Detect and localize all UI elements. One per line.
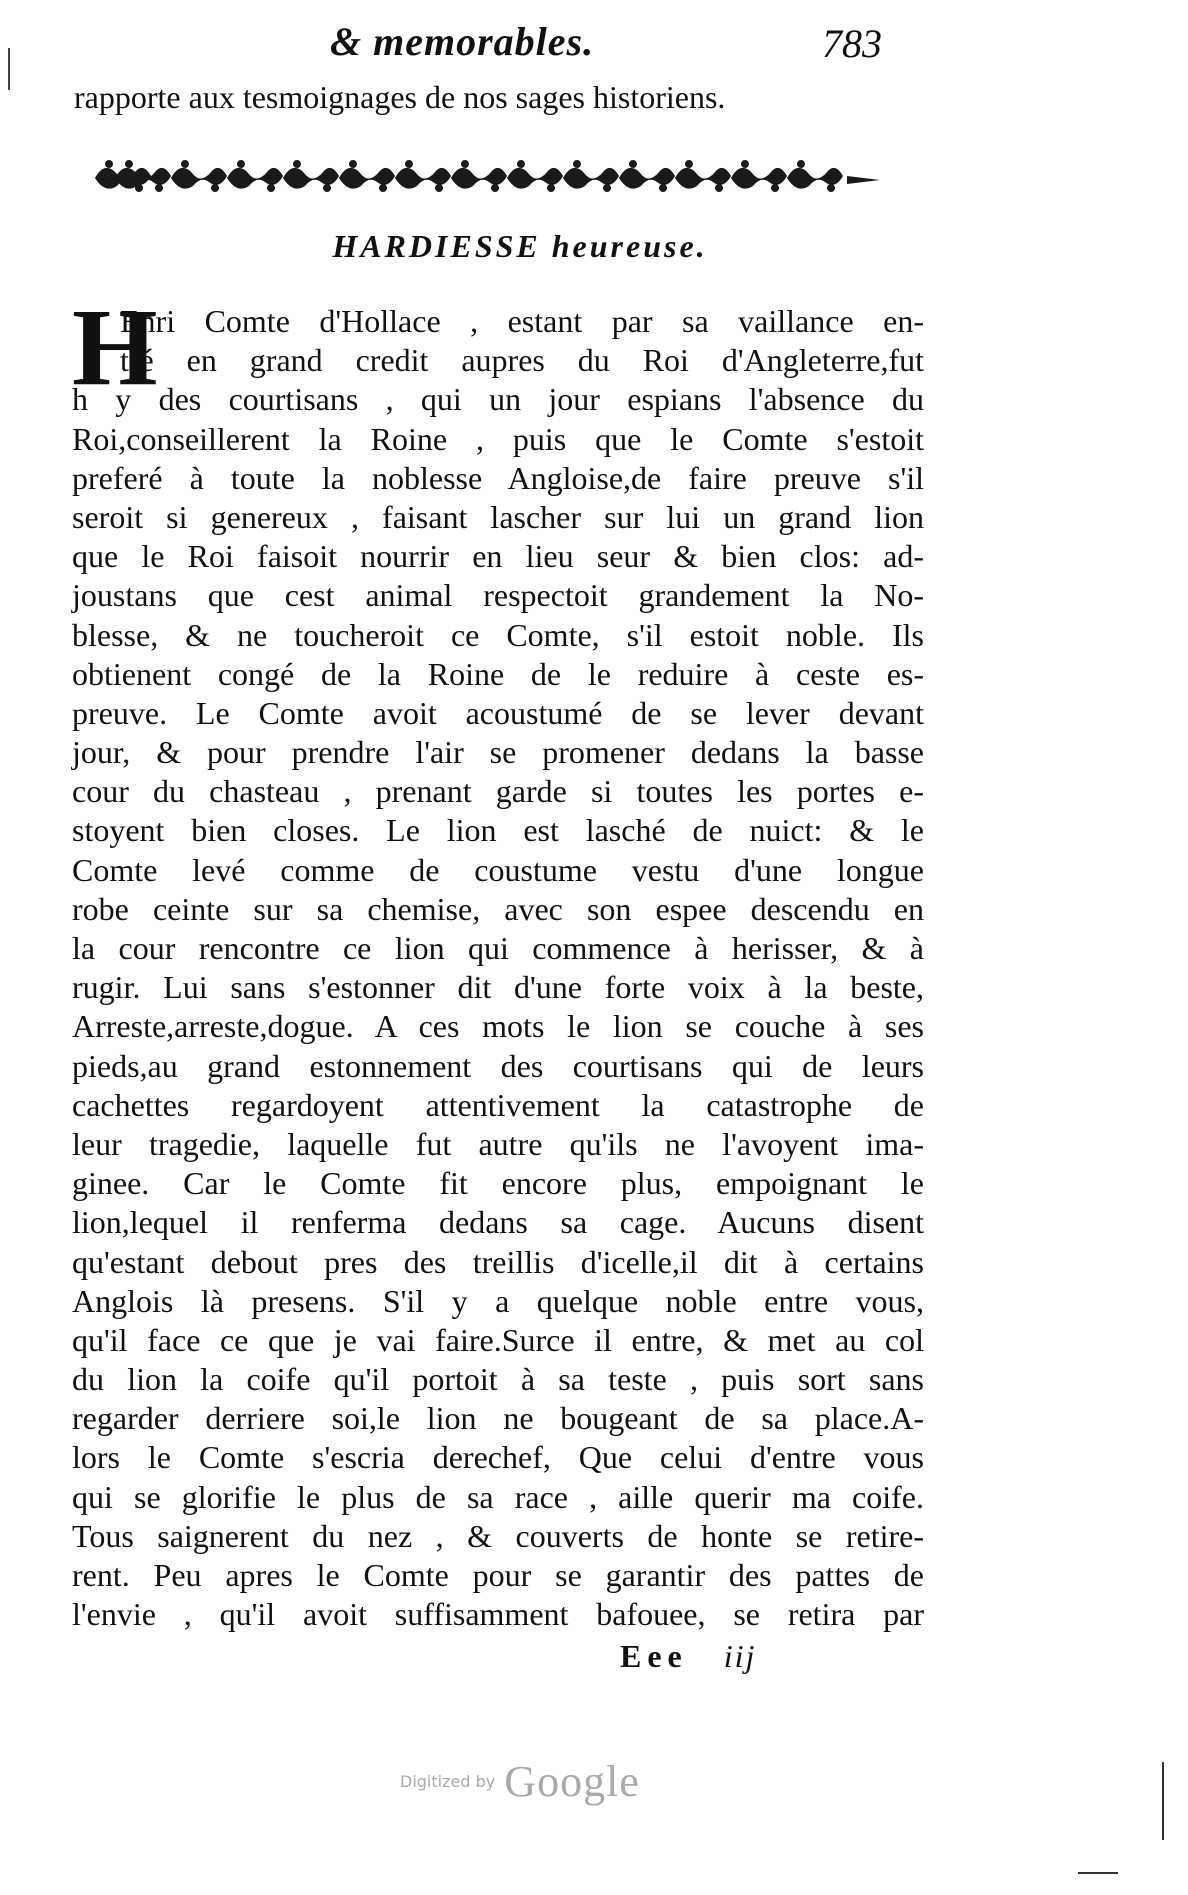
- google-logo: Google: [504, 1757, 640, 1806]
- margin-scan-mark: [8, 48, 10, 90]
- drop-cap: H: [72, 286, 158, 408]
- text-line: h y des courtisans , qui un jour espians l'absence du: [72, 381, 924, 418]
- body-paragraph: [72, 286, 924, 1634]
- text-line: robe ceinte sur sa chemise, avec son espee descendu en: [72, 890, 924, 927]
- text-line: Enri Comte d'Hollace , estant par sa vaillance en-: [120, 303, 924, 339]
- text-line: rugir. Lui sans s'estonner dit d'une forte voix à la beste,: [72, 969, 924, 1006]
- running-head: & memorables.: [330, 19, 595, 64]
- text-line: joustans que cest animal respectoit grandement la No-: [72, 577, 924, 614]
- margin-scan-mark: [1162, 1762, 1164, 1840]
- signature-folio: iij: [723, 1638, 757, 1674]
- text-line: stoyent bien closes. Le lion est lasché de nuict: & le: [72, 812, 924, 849]
- signature-mark: [620, 1638, 756, 1675]
- text-line: leur tragedie, laquelle fut autre qu'ils ne l'avoyent ima-: [72, 1125, 924, 1162]
- text-line: preferé à toute la noblesse Angloise,de faire preuve s'il: [72, 459, 924, 496]
- text-line: regarder derriere soi,le lion ne bougeant de sa place.A-: [72, 1400, 924, 1437]
- text-line: qu'il face ce que je vai faire.Surce il entre, & met au col: [72, 1321, 924, 1358]
- text-line: qu'estant debout pres des treillis d'icelle,il dit à certains: [72, 1243, 924, 1280]
- text-line: la cour rencontre ce lion qui commence à herisser, & à: [72, 930, 924, 966]
- section-title: HARDIESSE heureuse.: [332, 228, 708, 264]
- page-number: 783: [822, 21, 882, 66]
- text-line: que le Roi faisoit nourrir en lieu seur & bien clos: ad-: [72, 538, 924, 575]
- fleuron-band-icon: [95, 150, 880, 200]
- signature-letters: Eee: [620, 1638, 688, 1674]
- text-line: Arreste,arreste,dogue. A ces mots le lion se couche à ses: [72, 1008, 924, 1045]
- text-line: Roi,conseillerent la Roine , puis que le Comte s'estoit: [72, 420, 924, 457]
- text-line: jour, & pour prendre l'air se promener dedans la basse: [72, 734, 924, 771]
- text-line: qui se glorifie le plus de sa race , aille querir ma coife.: [72, 1478, 924, 1515]
- margin-scan-dash: [1078, 1872, 1118, 1874]
- text-line: Tous saignerent du nez , & couverts de honte se retire-: [72, 1517, 924, 1554]
- text-line: pieds,au grand estonnement des courtisans qui de leurs: [72, 1047, 924, 1084]
- text-line: preuve. Le Comte avoit acoustumé de se lever devant: [72, 694, 924, 731]
- text-line: obtienent congé de la Roine de le reduire à ceste es-: [72, 655, 924, 692]
- text-line: rent. Peu apres le Comte pour se garantir des pattes de: [72, 1557, 924, 1593]
- text-line: cour du chasteau , prenant garde si toutes les portes e-: [72, 773, 924, 810]
- text-line: lion,lequel il renferma dedans sa cage. Aucuns disent: [72, 1204, 924, 1241]
- text-line: lors le Comte s'escria derechef, Que celui d'entre vous: [72, 1439, 924, 1476]
- text-line: rapporte aux tesmoignages de nos sages historiens.: [74, 79, 726, 115]
- text-line: l'envie , qu'il avoit suffisamment bafouee, se retira par: [72, 1596, 924, 1633]
- carryover-text: [72, 78, 924, 117]
- text-line: du lion la coife qu'il portoit à sa teste , puis sort sans: [72, 1361, 924, 1398]
- text-line: Comte levé comme de coustume vestu d'une longue: [72, 851, 924, 888]
- watermark-prefix: Digitized by: [400, 1772, 496, 1791]
- text-line: ginee. Car le Comte fit encore plus, empoignant le: [72, 1165, 924, 1202]
- text-line: blesse, & ne toucheroit ce Comte, s'il estoit noble. Ils: [72, 616, 924, 653]
- text-line: Anglois là presens. S'il y a quelque noble entre vous,: [72, 1282, 924, 1319]
- text-line: tré en grand credit aupres du Roi d'Angleterre,fut: [120, 342, 924, 379]
- text-line: seroit si genereux , faisant lascher sur lui un grand lion: [72, 498, 924, 535]
- digitized-watermark: [400, 1756, 640, 1807]
- text-line: cachettes regardoyent attentivement la catastrophe de: [72, 1086, 924, 1123]
